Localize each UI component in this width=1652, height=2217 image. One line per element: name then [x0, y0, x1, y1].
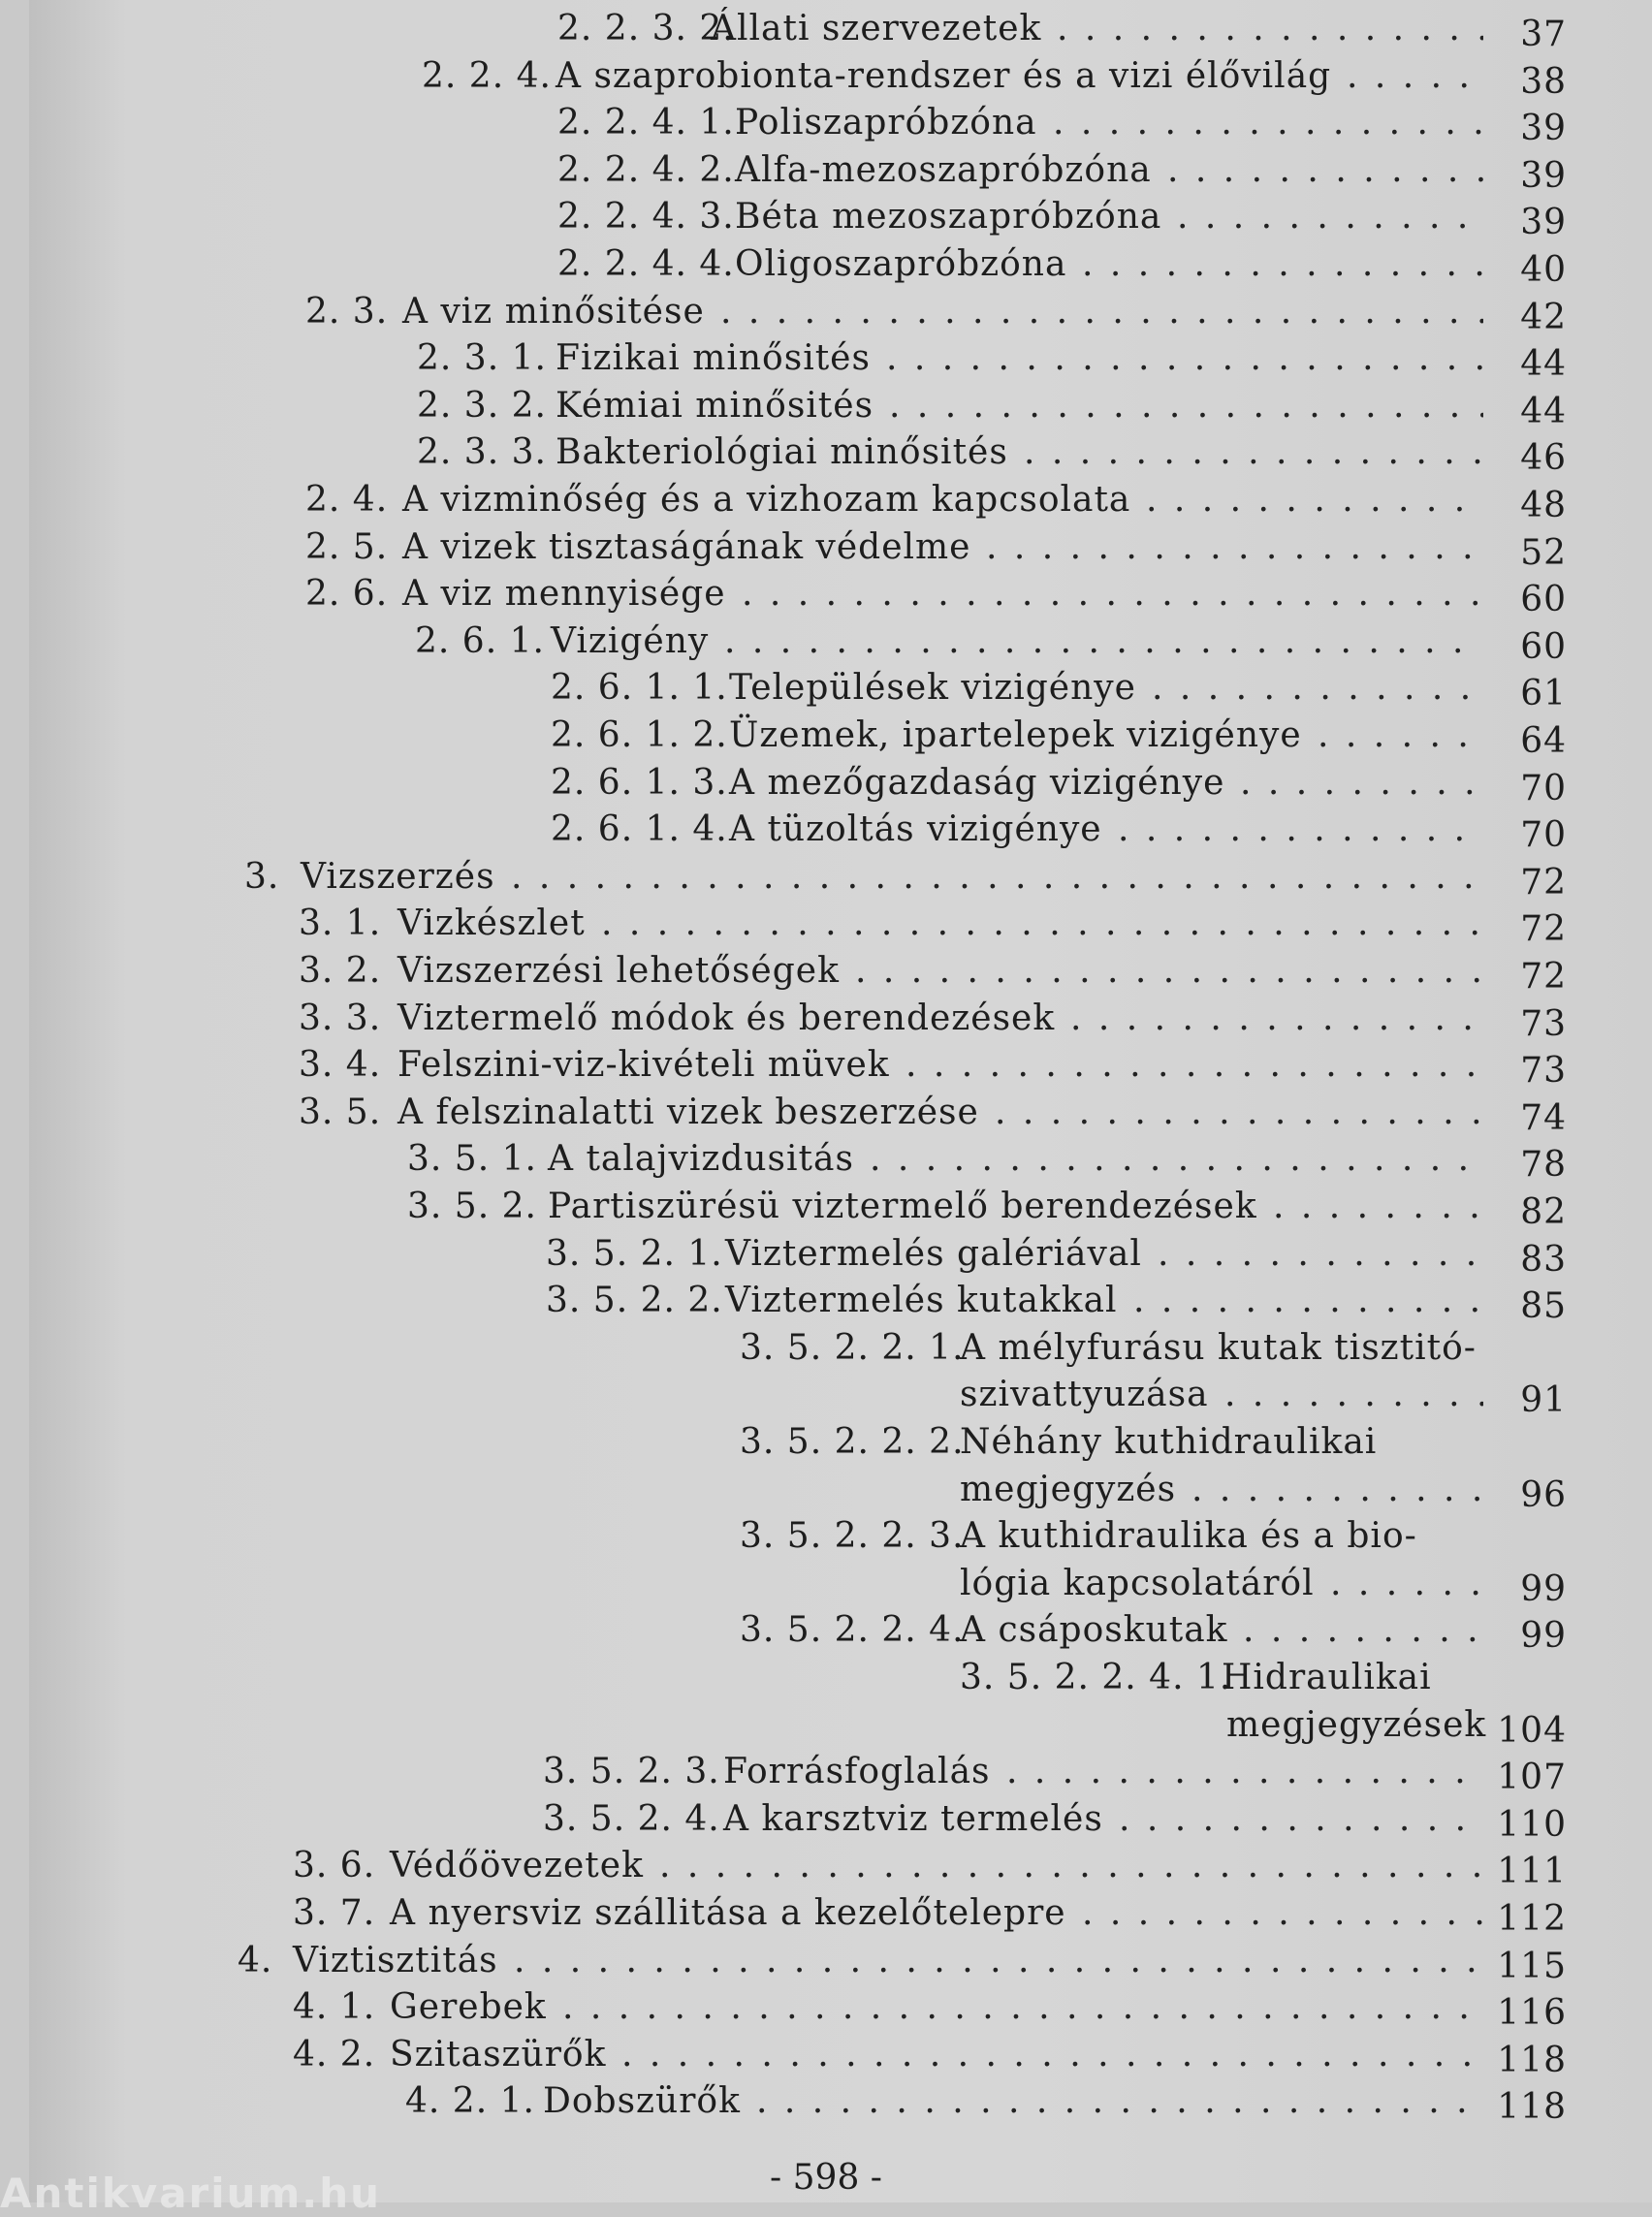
toc-entry: [29, 854, 1652, 901]
toc-entry-number: 3. 5. 2. 2. 1.: [740, 1327, 965, 1368]
toc-entry-page: 72: [1520, 909, 1567, 950]
toc-entry-number: 4. 2.: [293, 2034, 376, 2074]
toc-entry-title: Viztermelés galériával: [725, 1233, 1142, 1274]
dot-leader: [1167, 147, 1483, 194]
toc-entry-page: 70: [1520, 815, 1567, 856]
toc-entry-title: Kémiai minősités: [556, 385, 874, 426]
toc-entry: [29, 1231, 1652, 1278]
toc-entry-page: 118: [1497, 2087, 1567, 2128]
toc-entry-number: 3. 5. 2. 2.: [546, 1281, 723, 1321]
toc-entry-page: 99: [1520, 1616, 1567, 1657]
toc-entry-page: 99: [1520, 1568, 1567, 1609]
toc-entry-title: A kuthidraulika és a bio-: [960, 1516, 1417, 1557]
toc-entry-number: 2. 6. 1.: [415, 620, 545, 661]
toc-entry-page: 52: [1520, 532, 1567, 573]
toc-entry: [29, 713, 1652, 759]
toc-entry-title: A vizek tisztaságának védelme: [402, 526, 971, 567]
toc-entry-page: 115: [1497, 1946, 1567, 1986]
toc-entry-number: 2. 2. 4. 1.: [557, 103, 735, 143]
toc-entry: [29, 194, 1652, 243]
toc-entry-number: 4. 1.: [293, 1987, 376, 2028]
toc-entry-title: Forrásfoglalás: [723, 1752, 991, 1792]
toc-entry: [29, 948, 1652, 995]
toc-entry-number: 2. 6. 1. 2.: [551, 715, 728, 755]
dot-leader: [889, 383, 1483, 429]
toc-entry-title: A csáposkutak: [960, 1610, 1228, 1651]
dot-leader: [514, 1938, 1483, 1984]
toc-entry: [29, 1843, 1652, 1892]
toc-entry-title: Állati szervezetek: [711, 9, 1042, 48]
toc-entry-number: 2. 3. 1.: [417, 338, 547, 379]
toc-entry-title: Vizszerzés: [301, 856, 495, 897]
toc-entry-page: 70: [1520, 768, 1567, 808]
toc-entry-number: 2. 6. 1. 1.: [551, 668, 728, 709]
toc-entry-title: Hidraulikai: [1222, 1658, 1432, 1697]
toc-entry: [29, 383, 1652, 429]
dot-leader: [870, 1136, 1483, 1183]
toc-entry-number: 3. 5. 2. 2. 3.: [740, 1516, 965, 1557]
toc-entry-number: 2. 3.: [305, 291, 389, 332]
toc-entry-title: Védőövezetek: [390, 1846, 644, 1886]
toc-entry: [29, 2078, 1652, 2128]
dot-leader: [886, 335, 1483, 382]
toc-entry-number: 3. 5. 2. 4.: [543, 1798, 720, 1839]
toc-entry: [29, 1890, 1652, 1937]
toc-entry-title: Vizszerzési lehetőségek: [397, 951, 840, 991]
toc-entry-page: 72: [1520, 862, 1567, 903]
toc-entry: [29, 429, 1652, 479]
toc-entry: [29, 1136, 1652, 1186]
dot-leader: [659, 1843, 1483, 1889]
toc-entry-page: 38: [1520, 61, 1567, 102]
toc-entry-title: A karsztviz termelés: [723, 1798, 1103, 1839]
dot-leader: [1146, 477, 1483, 523]
toc-entry: [29, 1090, 1652, 1136]
toc-entry-page: 42: [1520, 297, 1567, 337]
toc-entry-number: 3. 5. 2.: [407, 1187, 537, 1226]
toc-entry-page: 82: [1520, 1192, 1567, 1232]
dot-leader: [986, 524, 1483, 571]
toc-entry-number: 2. 6. 1. 4.: [551, 809, 728, 850]
toc-entry-page: 37: [1520, 15, 1567, 54]
toc-entry-title: Viztermelő módok és berendezések: [397, 998, 1056, 1038]
toc-entry: [29, 996, 1652, 1042]
toc-entry-title: szivattyuzása: [960, 1375, 1209, 1415]
dot-leader: [742, 571, 1483, 618]
dot-leader: [995, 1090, 1483, 1136]
toc-entry-title: A mezőgazdaság vizigénye: [729, 762, 1225, 803]
dot-leader: [1082, 1890, 1483, 1937]
toc-entry-number: 2. 5.: [305, 526, 389, 567]
toc-entry-title: Bakteriológiai minősités: [556, 432, 1008, 473]
toc-entry-page: 39: [1520, 203, 1567, 243]
dot-leader: [562, 1984, 1483, 2031]
toc-entry-page: 118: [1497, 2040, 1567, 2080]
toc-entry: [29, 524, 1652, 571]
dot-leader: [1133, 1278, 1483, 1324]
toc-entry-number: 2. 3. 2.: [417, 385, 547, 426]
toc-entry: [29, 1655, 1652, 1701]
toc-entry: [29, 241, 1652, 288]
toc-entry-title: Oligoszapróbzóna: [735, 244, 1067, 284]
toc-entry: [29, 807, 1652, 856]
dot-leader: [1119, 1796, 1483, 1843]
toc-entry: [29, 618, 1652, 665]
toc-entry: [29, 6, 1652, 52]
toc-entry: [29, 1702, 1652, 1749]
toc-entry: [29, 1042, 1652, 1092]
toc-entry-page: 107: [1497, 1758, 1567, 1798]
toc-entry-title: Üzemek, ipartelepek vizigénye: [729, 715, 1302, 755]
toc-entry-page: 73: [1520, 1051, 1567, 1092]
dot-leader: [1057, 6, 1483, 52]
toc-entry-page: 60: [1520, 580, 1567, 620]
toc-entry-number: 4.: [238, 1940, 273, 1980]
toc-entry-number: 2. 2. 4. 3.: [557, 197, 735, 238]
toc-entry-page: 74: [1520, 1097, 1567, 1138]
dot-leader: [1224, 1372, 1483, 1418]
toc-entry: [29, 760, 1652, 807]
toc-entry: [29, 477, 1652, 523]
toc-entry-page: 112: [1497, 1899, 1567, 1939]
toc-entry-number: 4. 2. 1.: [405, 2081, 535, 2122]
dot-leader: [905, 1042, 1483, 1089]
toc-entry: [29, 1607, 1652, 1657]
toc-entry: [29, 100, 1652, 149]
toc-entry-title: Dobszürők: [543, 2081, 741, 2122]
dot-leader: [1330, 1561, 1483, 1607]
toc-entry-number: 2. 6. 1. 3.: [551, 762, 728, 803]
toc-entry-number: 3. 5. 2. 2. 2.: [740, 1422, 965, 1462]
toc-entry-title: Vizkészlet: [397, 903, 586, 944]
page-number-footer: - 598 -: [770, 2158, 882, 2198]
toc-entry-title: A szaprobionta-rendszer és a vizi élővilág: [556, 55, 1332, 96]
dot-leader: [1240, 760, 1483, 807]
toc-entry: [29, 1749, 1652, 1798]
toc-entry-number: 3. 5.: [299, 1092, 382, 1132]
dot-leader: [1191, 1467, 1483, 1513]
toc-entry: [29, 571, 1652, 618]
toc-entry-number: 2. 4.: [305, 480, 389, 520]
toc-entry-title: A talajvizdusitás: [548, 1139, 854, 1180]
toc-entry: [29, 2032, 1652, 2078]
toc-entry-page: 85: [1520, 1286, 1567, 1327]
toc-entry: [29, 1419, 1652, 1466]
dot-leader: [756, 2078, 1483, 2125]
toc-entry-number: 3. 1.: [299, 903, 382, 944]
toc-entry-title: Felszini-viz-kivételi müvek: [397, 1045, 890, 1086]
toc-entry-title: Poliszapróbzóna: [735, 103, 1037, 143]
toc-entry-title: A vizminőség és a vizhozam kapcsolata: [402, 480, 1131, 520]
toc-entry-page: 116: [1497, 1993, 1567, 2034]
toc-entry-title: Partiszürésü viztermelő berendezések: [548, 1187, 1257, 1226]
toc-entry-number: 2. 2. 4. 4.: [557, 244, 735, 284]
toc-entry: [29, 1372, 1652, 1421]
toc-entry: [29, 53, 1652, 100]
toc-entry: [29, 1184, 1652, 1230]
toc-entry-page: 61: [1520, 674, 1567, 714]
toc-entry-title: A tüzoltás vizigénye: [729, 809, 1102, 850]
toc-entry-title: lógia kapcsolatáról: [960, 1563, 1315, 1603]
toc-entry-title: megjegyzések: [1226, 1704, 1487, 1745]
toc-entry-title: A viz minősitése: [402, 291, 705, 332]
toc-entry-title: A nyersviz szállitása a kezelőtelepre: [390, 1893, 1066, 1933]
dot-leader: [1082, 241, 1483, 288]
dot-leader: [1347, 53, 1483, 100]
dot-leader: [1243, 1607, 1483, 1654]
toc-entry-number: 3. 2.: [299, 951, 382, 991]
toc-entry: [29, 1938, 1652, 1984]
dot-leader: [1152, 665, 1483, 712]
book-page: [29, 0, 1652, 2202]
toc-entry-page: 83: [1520, 1239, 1567, 1280]
toc-entry-title: Fizikai minősités: [556, 338, 871, 379]
toc-entry: [29, 1796, 1652, 1843]
dot-leader: [724, 618, 1483, 665]
dot-leader: [855, 948, 1483, 995]
toc-entry-number: 3.: [244, 856, 280, 897]
toc-entry: [29, 1467, 1652, 1513]
dot-leader: [1053, 100, 1483, 146]
toc-entry-title: Vizigény: [551, 620, 710, 661]
toc-entry: [29, 1984, 1652, 2034]
dot-leader: [1177, 194, 1483, 240]
toc-entry-title: Szitaszürők: [390, 2034, 607, 2074]
toc-entry-page: 44: [1520, 344, 1567, 385]
toc-entry-number: 2. 2. 3. 2.: [557, 9, 735, 48]
toc-entry-page: 104: [1497, 1710, 1567, 1751]
toc-entry: [29, 1561, 1652, 1607]
toc-entry-title: Viztermelés kutakkal: [725, 1281, 1118, 1321]
toc-entry-page: 48: [1520, 486, 1567, 525]
toc-entry-page: 64: [1520, 721, 1567, 761]
dot-leader: [1318, 713, 1483, 759]
toc-entry-number: 3. 5. 2. 2. 4. 1.: [960, 1658, 1232, 1697]
toc-entry-page: 39: [1520, 155, 1567, 196]
dot-leader: [511, 854, 1483, 901]
toc-entry-title: A mélyfurásu kutak tisztitó-: [960, 1327, 1477, 1368]
toc-entry-page: 39: [1520, 109, 1567, 149]
dot-leader: [1273, 1184, 1483, 1230]
toc-entry: [29, 289, 1652, 335]
toc-entry-number: 3. 5. 2. 1.: [546, 1233, 723, 1274]
toc-entry-number: 2. 2. 4. 2.: [557, 149, 735, 190]
toc-entry-page: 44: [1520, 391, 1567, 431]
dot-leader: [720, 289, 1483, 335]
dot-leader: [601, 901, 1483, 947]
dot-leader: [1070, 996, 1483, 1042]
toc-entry: [29, 1278, 1652, 1327]
toc-entry-title: Viztisztitás: [293, 1940, 498, 1980]
toc-entry-title: Alfa-mezoszapróbzóna: [735, 149, 1152, 190]
toc-entry-page: 72: [1520, 957, 1567, 997]
toc-entry-title: A felszinalatti vizek beszerzése: [397, 1092, 979, 1132]
toc-entry: [29, 147, 1652, 194]
toc-entry: [29, 1325, 1652, 1372]
toc-entry-number: 3. 7.: [293, 1893, 376, 1933]
dot-leader: [1024, 429, 1483, 476]
toc-entry-page: 111: [1497, 1852, 1567, 1892]
toc-entry-number: 2. 3. 3.: [417, 432, 547, 473]
toc-entry-number: 3. 5. 2. 2. 4.: [740, 1610, 965, 1651]
toc-entry-title: Néhány kuthidraulikai: [960, 1422, 1378, 1462]
toc-entry-page: 73: [1520, 1003, 1567, 1044]
toc-entry-title: Gerebek: [390, 1987, 547, 2028]
toc-entry: [29, 335, 1652, 385]
toc-entry-number: 3. 5. 1.: [407, 1139, 537, 1180]
toc-entry-number: 3. 6.: [293, 1846, 376, 1886]
toc-entry-number: 2. 2. 4.: [422, 55, 552, 96]
toc-entry-page: 40: [1520, 250, 1567, 290]
toc-entry-number: 3. 3.: [299, 998, 382, 1038]
toc-entry-title: Béta mezoszapróbzóna: [735, 197, 1162, 238]
toc-entry: [29, 665, 1652, 712]
toc-entry-page: 91: [1520, 1380, 1567, 1421]
dot-leader: [1118, 807, 1483, 853]
toc-entry-title: megjegyzés: [960, 1469, 1177, 1509]
toc-entry: [29, 1513, 1652, 1560]
dot-leader: [1158, 1231, 1483, 1278]
toc-entry-page: 60: [1520, 626, 1567, 667]
toc-entry-page: 96: [1520, 1474, 1567, 1515]
dot-leader: [1006, 1749, 1483, 1795]
toc-entry-page: 110: [1497, 1804, 1567, 1845]
watermark-logo: Antikvarium.hu: [0, 2169, 382, 2217]
toc-entry-number: 3. 4.: [299, 1045, 382, 1086]
toc-entry-page: 78: [1520, 1145, 1567, 1186]
toc-entry-page: 46: [1520, 438, 1567, 479]
toc-entry-title: Települések vizigénye: [729, 668, 1136, 709]
toc-entry-number: 2. 6.: [305, 574, 389, 615]
dot-leader: [621, 2032, 1483, 2078]
toc-entry-title: A viz mennyisége: [402, 574, 726, 615]
toc-entry-number: 3. 5. 2. 3.: [543, 1752, 720, 1792]
toc-entry: [29, 901, 1652, 950]
